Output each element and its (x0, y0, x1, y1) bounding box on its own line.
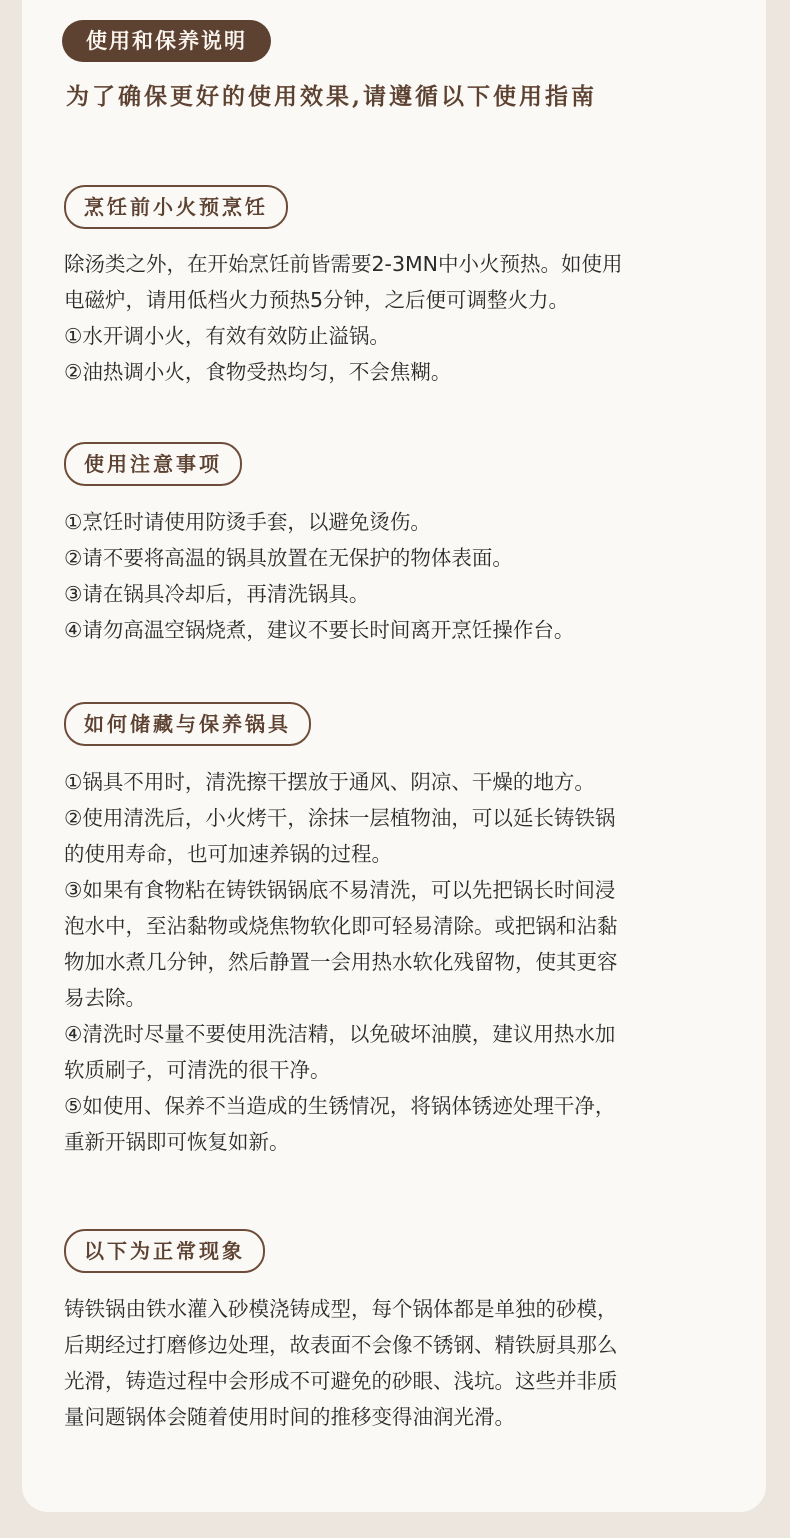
text-line: ②请不要将高温的锅具放置在无保护的物体表面。 (64, 546, 513, 570)
text-line: 物加水煮几分钟，然后静置一会用热水软化残留物，使其更容 (64, 950, 618, 974)
text-line: 重新开锅即可恢复如新。 (64, 1130, 290, 1154)
text-line: ②使用清洗后，小火烤干，涂抹一层植物油，可以延长铸铁锅 (64, 806, 616, 830)
text-line: ④请勿高温空锅烧煮，建议不要长时间离开烹饪操作台。 (64, 618, 575, 642)
text-line: 铸铁锅由铁水灌入砂模浇铸成型，每个锅体都是单独的砂模， (64, 1297, 618, 1321)
section-body-preheat (64, 246, 734, 390)
section-body-precautions (64, 504, 734, 648)
text-line: 软质刷子，可清洗的很干净。 (64, 1058, 331, 1082)
section-title-preheat: 烹饪前小火预烹饪 (64, 185, 288, 229)
text-line: ①锅具不用时，清洗擦干摆放于通风、阴凉、干燥的地方。 (64, 770, 595, 794)
text-line: 泡水中，至沾黏物或烧焦物软化即可轻易清除。或把锅和沾黏 (64, 914, 618, 938)
text-line: 电磁炉，请用低档火力预热5分钟，之后便可调整火力。 (64, 288, 570, 312)
text-line: ⑤如使用、保养不当造成的生锈情况，将锅体锈迹处理干净， (64, 1094, 616, 1118)
text-line: ①烹饪时请使用防烫手套，以避免烫伤。 (64, 510, 431, 534)
text-line: ③请在锅具冷却后，再清洗锅具。 (64, 582, 370, 606)
text-line: 后期经过打磨修边处理，故表面不会像不锈钢、精铁厨具那么 (64, 1333, 618, 1357)
text-line: 光滑，铸造过程中会形成不可避免的砂眼、浅坑。这些并非质 (64, 1369, 618, 1393)
text-line: ③如果有食物粘在铸铁锅锅底不易清洗，可以先把锅长时间浸 (64, 878, 616, 902)
page-title-tab: 使用和保养说明 (62, 20, 271, 62)
text-line: 的使用寿命，也可加速养锅的过程。 (64, 842, 392, 866)
text-line: ①水开调小火，有效有效防止溢锅。 (64, 324, 390, 348)
text-line: ④清洗时尽量不要使用洗洁精，以免破坏油膜，建议用热水加 (64, 1022, 616, 1046)
text-line: 除汤类之外，在开始烹饪前皆需要2-3MN中小火预热。如使用 (64, 252, 623, 276)
section-title-storage: 如何储藏与保养锅具 (64, 702, 311, 746)
section-body-storage (64, 764, 734, 1160)
text-line: 量问题锅体会随着使用时间的推移变得油润光滑。 (64, 1405, 515, 1429)
section-title-precautions: 使用注意事项 (64, 442, 242, 486)
text-line: 易去除。 (64, 986, 146, 1010)
page-subtitle: 为了确保更好的使用效果,请遵循以下使用指南 (66, 83, 598, 110)
section-title-normal-phenomena: 以下为正常现象 (64, 1229, 265, 1273)
text-line: ②油热调小火，食物受热均匀，不会焦糊。 (64, 360, 452, 384)
section-body-normal-phenomena (64, 1291, 734, 1435)
